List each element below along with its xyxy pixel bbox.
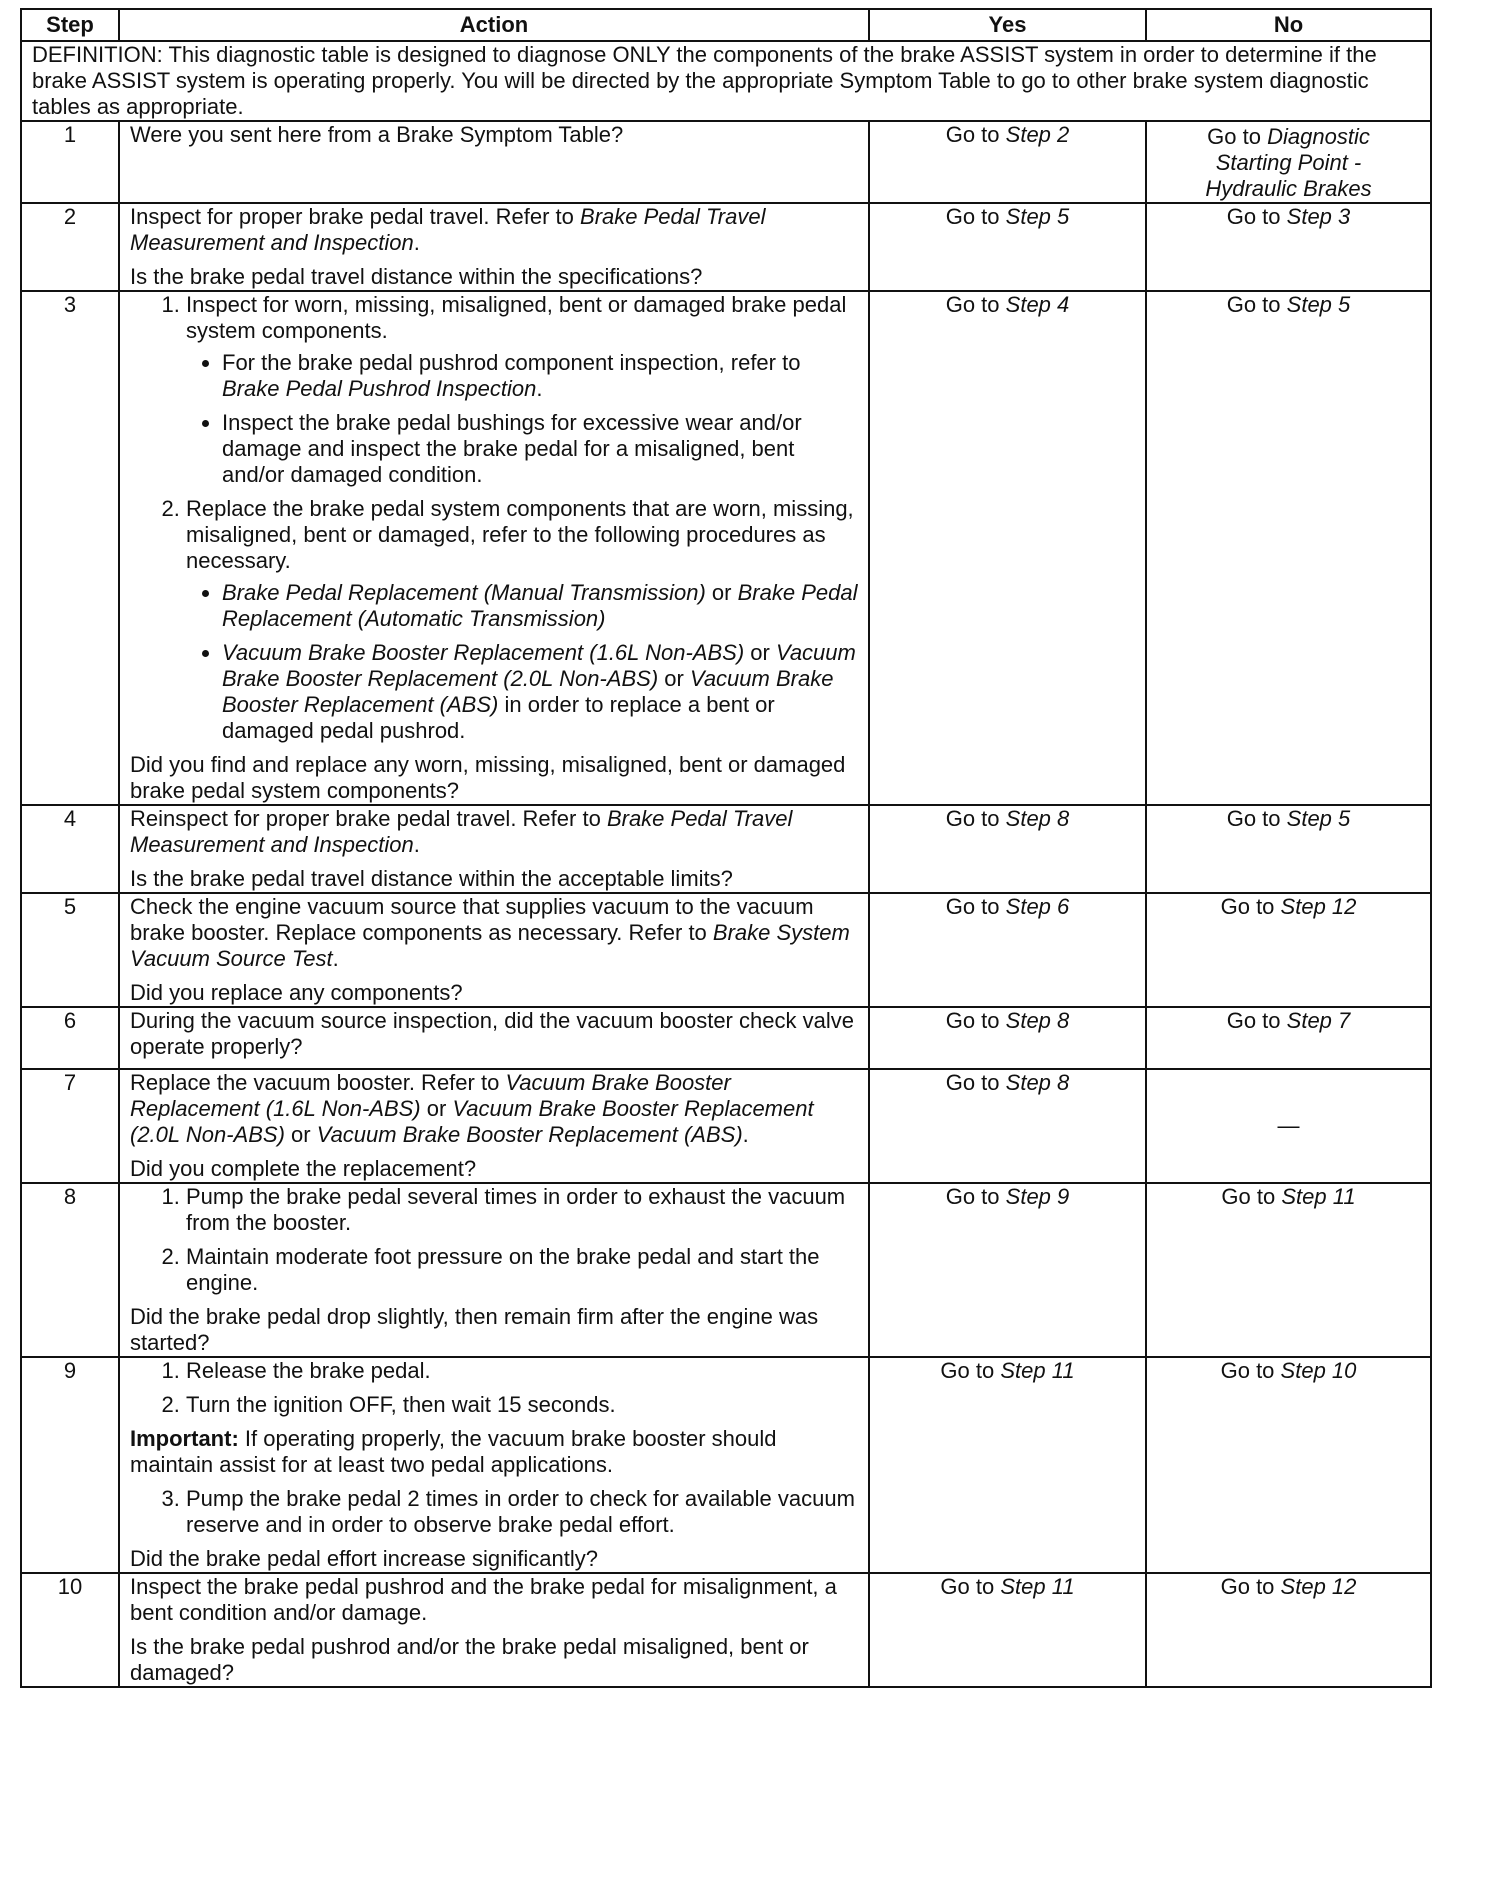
yes-step-link[interactable]: Step 8 bbox=[1005, 1070, 1070, 1095]
list-item-text: Replace the brake pedal system components that are worn, missing, misaligned, bent or damaged, refer to the following procedures as necessary. bbox=[186, 496, 854, 573]
table-row bbox=[21, 291, 1431, 805]
procedure-list bbox=[130, 1358, 858, 1418]
go-to-label: Go to bbox=[945, 1070, 1000, 1095]
yes-step-link[interactable]: Step 8 bbox=[1005, 1008, 1070, 1033]
instruction: Inspect the brake pedal pushrod and the brake pedal for misalignment, a bent condition and/or damage. bbox=[130, 1574, 837, 1625]
table-row bbox=[21, 1357, 1431, 1573]
procedure-reference[interactable]: Vacuum Brake Booster Replacement (ABS) bbox=[222, 666, 834, 717]
yes-step-link[interactable]: Step 6 bbox=[1005, 894, 1070, 919]
table-row bbox=[21, 1573, 1431, 1687]
bullet-item: • For the brake pedal pushrod component inspection, refer to Brake Pedal Pushrod Inspection. bbox=[222, 350, 858, 402]
no-step-link[interactable]: Step 10 bbox=[1280, 1358, 1357, 1383]
or-word: or bbox=[750, 640, 770, 665]
action-cell bbox=[119, 1183, 869, 1357]
instruction-text: Replace the vacuum booster. Refer to bbox=[130, 1070, 500, 1095]
yes-step-link[interactable]: Step 4 bbox=[1005, 292, 1070, 317]
go-to-label: Go to bbox=[945, 1008, 1000, 1033]
yes-cell bbox=[869, 805, 1146, 893]
header-row bbox=[21, 9, 1431, 41]
yes-step-link[interactable]: Step 8 bbox=[1005, 806, 1070, 831]
table-row bbox=[21, 121, 1431, 203]
yes-step-link[interactable]: Step 9 bbox=[1005, 1184, 1070, 1209]
no-step-link[interactable]: Step 12 bbox=[1280, 1574, 1357, 1599]
procedure-reference[interactable]: Brake Pedal Replacement (Automatic Transmission) bbox=[222, 580, 858, 631]
no-step-link[interactable]: Step 5 bbox=[1286, 292, 1351, 317]
no-ref-link[interactable]: Hydraulic Brakes bbox=[1205, 176, 1372, 201]
step-number: 4 bbox=[21, 805, 119, 893]
yes-cell bbox=[869, 291, 1146, 805]
go-to-label: Go to bbox=[945, 292, 1000, 317]
procedure-reference[interactable]: Brake Pedal Travel Measurement and Inspection bbox=[130, 204, 766, 255]
instruction: Reinspect for proper brake pedal travel. Refer to Brake Pedal Travel Measurement and Inspection. bbox=[130, 806, 793, 857]
header-no: No bbox=[1146, 9, 1431, 41]
table-row bbox=[21, 805, 1431, 893]
definition-text: DEFINITION: This diagnostic table is designed to diagnose ONLY the components of the brake ASSIST system in order to determine if the brake ASSIST system is operating properly. You will be directed by the appropriate Symptom Table to go to other brake system diagnostic tables as appropriate. bbox=[21, 41, 1431, 121]
procedure-reference[interactable]: Vacuum Brake Booster Replacement (2.0L Non-ABS) bbox=[222, 640, 856, 691]
no-ref-link[interactable]: Diagnostic bbox=[1267, 124, 1370, 149]
no-step-link[interactable]: Step 12 bbox=[1280, 894, 1357, 919]
question: Did the brake pedal drop slightly, then remain firm after the engine was started? bbox=[130, 1304, 819, 1355]
question: Did you complete the replacement? bbox=[130, 1156, 477, 1181]
no-cell bbox=[1146, 893, 1431, 1007]
instruction-text: Check the engine vacuum source that supplies vacuum to the vacuum brake booster. Replace components as necessary. Refer to bbox=[130, 894, 814, 945]
step-number: 5 bbox=[21, 893, 119, 1007]
question: Were you sent here from a Brake Symptom Table? bbox=[130, 122, 624, 147]
go-to-label: Go to bbox=[940, 1358, 995, 1383]
step-number: 6 bbox=[21, 1007, 119, 1069]
yes-cell bbox=[869, 893, 1146, 1007]
action-cell bbox=[119, 291, 869, 805]
action-cell bbox=[119, 1007, 869, 1069]
list-item: 3. Pump the brake pedal 2 times in order to check for available vacuum reserve and in order to observe brake pedal effort. bbox=[186, 1486, 858, 1538]
instruction-text: Inspect for proper brake pedal travel. Refer to bbox=[130, 204, 574, 229]
step-number: 7 bbox=[21, 1069, 119, 1183]
step-number: 9 bbox=[21, 1357, 119, 1573]
go-to-label: Go to bbox=[1226, 806, 1281, 831]
table-row bbox=[21, 1069, 1431, 1183]
list-item: 2. Turn the ignition OFF, then wait 15 seconds. bbox=[186, 1392, 858, 1418]
go-to-label: Go to bbox=[1226, 292, 1281, 317]
no-cell bbox=[1146, 203, 1431, 291]
no-cell bbox=[1146, 1007, 1431, 1069]
procedure-reference[interactable]: Vacuum Brake Booster Replacement (1.6L Non-ABS) bbox=[222, 640, 745, 665]
header-yes: Yes bbox=[869, 9, 1146, 41]
bullet-item: • Inspect the brake pedal bushings for excessive wear and/or damage and inspect the brake pedal for a misaligned, bent and/or damaged condition. bbox=[222, 410, 858, 488]
list-item: 1. Pump the brake pedal several times in order to exhaust the vacuum from the booster. bbox=[186, 1184, 858, 1236]
go-to-label: Go to bbox=[1221, 1184, 1276, 1209]
instruction-text: Reinspect for proper brake pedal travel. Refer to bbox=[130, 806, 601, 831]
go-to-label: Go to bbox=[945, 894, 1000, 919]
bullet-item bbox=[222, 640, 858, 744]
procedure-reference[interactable]: Brake Pedal Travel Measurement and Inspection bbox=[130, 806, 793, 857]
or-word: or bbox=[291, 1122, 311, 1147]
no-cell bbox=[1146, 1573, 1431, 1687]
list-item bbox=[186, 292, 858, 488]
header-step: Step bbox=[21, 9, 119, 41]
diagnostic-table bbox=[20, 8, 1432, 1688]
procedure-reference[interactable]: Vacuum Brake Booster Replacement (1.6L Non-ABS) bbox=[130, 1070, 731, 1121]
go-to-label: Go to bbox=[1226, 204, 1281, 229]
no-step-link[interactable]: Step 5 bbox=[1286, 806, 1351, 831]
action-cell bbox=[119, 1069, 869, 1183]
step-number: 1 bbox=[21, 121, 119, 203]
go-to-label: Go to bbox=[945, 122, 1000, 147]
procedure-list bbox=[130, 1486, 858, 1538]
procedure-reference[interactable]: Brake Pedal Replacement (Manual Transmission) bbox=[222, 580, 706, 605]
no-entry-dash: — bbox=[1277, 1113, 1300, 1138]
no-cell bbox=[1146, 291, 1431, 805]
yes-step-link[interactable]: Step 2 bbox=[1005, 122, 1070, 147]
definition-row bbox=[21, 41, 1431, 121]
yes-step-link[interactable]: Step 5 bbox=[1005, 204, 1070, 229]
go-to-label: Go to bbox=[1226, 1008, 1281, 1033]
no-cell bbox=[1146, 1069, 1431, 1183]
question: Is the brake pedal travel distance within the acceptable limits? bbox=[130, 866, 733, 891]
yes-cell bbox=[869, 203, 1146, 291]
bullet-text: For the brake pedal pushrod component inspection, refer to bbox=[222, 350, 801, 375]
no-ref-link[interactable]: Starting Point - bbox=[1215, 150, 1362, 175]
bullet-item bbox=[222, 580, 858, 632]
no-step-link[interactable]: Step 11 bbox=[1281, 1184, 1356, 1209]
step-number: 3 bbox=[21, 291, 119, 805]
go-to-label: Go to bbox=[1220, 1574, 1275, 1599]
step-number: 2 bbox=[21, 203, 119, 291]
instruction: Replace the vacuum booster. Refer to Vacuum Brake Booster Replacement (1.6L Non-ABS) or Vacuum Brake Booster Replacement (2.0L Non-ABS) or Vacuum Brake Booster Replacement (ABS). bbox=[130, 1070, 814, 1147]
procedure-list bbox=[130, 292, 858, 744]
no-cell bbox=[1146, 1357, 1431, 1573]
yes-step-link[interactable]: Step 11 bbox=[1000, 1358, 1075, 1383]
yes-cell bbox=[869, 1573, 1146, 1687]
procedure-reference[interactable]: Brake Pedal Pushrod Inspection bbox=[222, 376, 537, 401]
table-row bbox=[21, 203, 1431, 291]
question: During the vacuum source inspection, did the vacuum booster check valve operate properly? bbox=[130, 1008, 854, 1059]
or-word: or bbox=[426, 1096, 447, 1121]
no-cell bbox=[1146, 121, 1431, 203]
go-to-label: Go to bbox=[940, 1574, 995, 1599]
action-cell bbox=[119, 1357, 869, 1573]
important-note bbox=[130, 1426, 858, 1478]
yes-step-link[interactable]: Step 11 bbox=[1000, 1574, 1075, 1599]
yes-cell bbox=[869, 1183, 1146, 1357]
action-cell bbox=[119, 203, 869, 291]
table-row bbox=[21, 1183, 1431, 1357]
bullet-text: in order to replace a bent or damaged pedal pushrod. bbox=[222, 692, 775, 743]
go-to-label: Go to bbox=[945, 204, 1000, 229]
no-step-link[interactable]: Step 3 bbox=[1286, 204, 1351, 229]
go-to-label: Go to bbox=[1207, 124, 1261, 149]
or-word: or bbox=[664, 666, 684, 691]
instruction: Inspect for proper brake pedal travel. Refer to Brake Pedal Travel Measurement and Inspection. bbox=[130, 204, 766, 255]
action-cell bbox=[119, 121, 869, 203]
instruction: Check the engine vacuum source that supplies vacuum to the vacuum brake booster. Replace components as necessary. Refer to Brake System Vacuum Source Test. bbox=[130, 894, 850, 971]
yes-cell bbox=[869, 1007, 1146, 1069]
go-to-label: Go to bbox=[1220, 1358, 1275, 1383]
question: Did you find and replace any worn, missing, misaligned, bent or damaged brake pedal system components? bbox=[130, 752, 846, 803]
procedure-reference[interactable]: Vacuum Brake Booster Replacement (ABS) bbox=[316, 1122, 743, 1147]
or-word: or bbox=[711, 580, 732, 605]
procedure-reference[interactable]: Brake System Vacuum Source Test bbox=[130, 920, 850, 971]
list-item: 2. Maintain moderate foot pressure on the brake pedal and start the engine. bbox=[186, 1244, 858, 1296]
question: Did the brake pedal effort increase significantly? bbox=[130, 1546, 598, 1571]
list-item-text: Inspect for worn, missing, misaligned, bent or damaged brake pedal system components. bbox=[186, 292, 847, 343]
no-step-link[interactable]: Step 7 bbox=[1286, 1008, 1351, 1033]
yes-cell bbox=[869, 1069, 1146, 1183]
list-item: 1. Release the brake pedal. bbox=[186, 1358, 858, 1384]
header-action: Action bbox=[119, 9, 869, 41]
go-to-label: Go to bbox=[945, 1184, 1000, 1209]
list-item bbox=[186, 496, 858, 744]
bullet-list bbox=[186, 580, 858, 744]
important-label: Important: bbox=[130, 1426, 239, 1451]
action-cell bbox=[119, 893, 869, 1007]
bullet-list bbox=[186, 350, 858, 488]
procedure-reference[interactable]: Vacuum Brake Booster Replacement (2.0L Non-ABS) bbox=[130, 1096, 814, 1147]
step-number: 8 bbox=[21, 1183, 119, 1357]
question: Is the brake pedal travel distance within the specifications? bbox=[130, 264, 703, 289]
table-row bbox=[21, 1007, 1431, 1069]
yes-cell bbox=[869, 1357, 1146, 1573]
question: Did you replace any components? bbox=[130, 980, 463, 1005]
table-row bbox=[21, 893, 1431, 1007]
question: Is the brake pedal pushrod and/or the brake pedal misaligned, bent or damaged? bbox=[130, 1634, 809, 1685]
go-to-label: Go to bbox=[1220, 894, 1275, 919]
go-to-label: Go to bbox=[945, 806, 1000, 831]
important-text: If operating properly, the vacuum brake booster should maintain assist for at least two pedal applications. bbox=[130, 1426, 777, 1477]
procedure-list bbox=[130, 1184, 858, 1296]
step-number: 10 bbox=[21, 1573, 119, 1687]
yes-cell bbox=[869, 121, 1146, 203]
action-cell bbox=[119, 805, 869, 893]
no-cell bbox=[1146, 1183, 1431, 1357]
no-cell bbox=[1146, 805, 1431, 893]
action-cell bbox=[119, 1573, 869, 1687]
